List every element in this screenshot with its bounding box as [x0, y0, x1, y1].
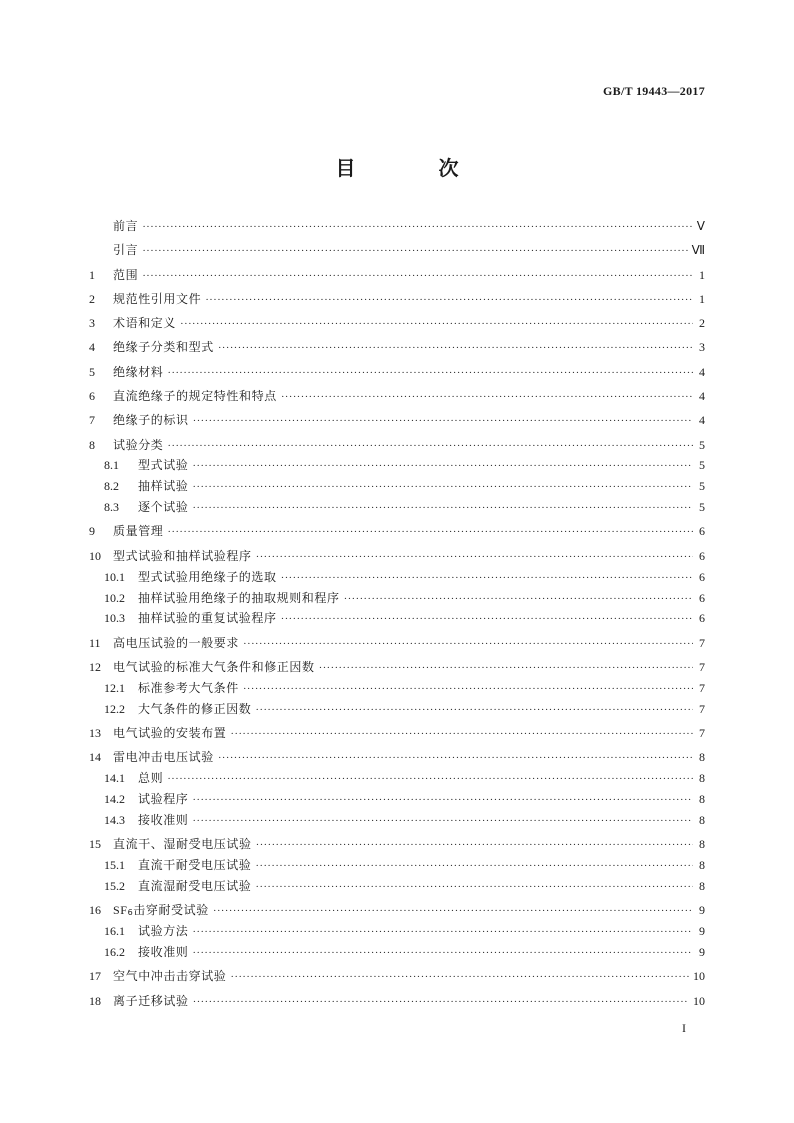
- toc-entry-label-text: 试验方法: [138, 924, 189, 939]
- dot-leader: [192, 498, 693, 519]
- toc-entry-label-text: 绝缘子分类和型式: [113, 340, 214, 355]
- toc-entry-label-text: 空气中冲击击穿试验: [113, 969, 227, 984]
- toc-entry-label: [138, 921, 188, 942]
- toc-entry-label-text: 试验程序: [138, 792, 189, 807]
- toc-entry-label: [113, 633, 239, 654]
- toc-entry[interactable]: [89, 289, 705, 310]
- dot-leader: [180, 314, 693, 335]
- toc-entry[interactable]: [89, 216, 705, 237]
- dot-leader: [192, 456, 693, 477]
- toc-entry-page: 8: [699, 750, 705, 765]
- toc-entry-number: 10.1: [104, 569, 125, 584]
- toc-entry-page: 7: [699, 680, 705, 695]
- toc-entry-label-text: 雷电冲击电压试验: [113, 750, 214, 765]
- toc-entry[interactable]: [89, 966, 705, 987]
- toc-entry-label-text: 型式试验和抽样试验程序: [113, 548, 252, 563]
- dot-leader: [243, 634, 693, 655]
- dot-leader: [142, 241, 687, 262]
- toc-subentry[interactable]: [89, 497, 705, 518]
- toc-entry-label-text: 试验分类: [113, 437, 164, 452]
- toc-entry-page: 6: [699, 569, 705, 584]
- toc-entry[interactable]: [89, 747, 705, 768]
- standard-number: GB/T 19443—2017: [603, 84, 705, 98]
- toc-subentry[interactable]: [89, 567, 705, 588]
- toc-entry-number: 3: [89, 316, 95, 331]
- toc-entry-label-text: 电气试验的标准大气条件和修正因数: [113, 660, 315, 674]
- toc-entry-number: 8: [89, 437, 95, 452]
- toc-entry-label-text: 总则: [138, 771, 164, 786]
- toc-entry-label: [113, 723, 226, 744]
- toc-entry-page: 4: [699, 388, 705, 403]
- toc-entry-label-text: 型式试验: [138, 458, 189, 473]
- toc-entry-page: 9: [699, 903, 705, 918]
- toc-entry-page: 3: [699, 340, 705, 355]
- toc-entry-label-text: 规范性引用文件: [113, 291, 202, 306]
- toc-entry-page: 6: [699, 548, 705, 563]
- toc-entry-number: 12.2: [104, 701, 125, 716]
- toc-entry-page: 8: [699, 792, 705, 807]
- toc-entry-label-text: 离子迁移试验: [113, 993, 189, 1008]
- toc-entry-label: [113, 991, 189, 1012]
- toc-entry-page: 6: [699, 524, 705, 539]
- toc-entry[interactable]: [89, 410, 705, 431]
- toc-entry-page: 9: [699, 924, 705, 939]
- toc-entry[interactable]: [89, 337, 705, 358]
- toc-entry-page: 7: [699, 660, 705, 674]
- toc-entry-label: [138, 942, 188, 963]
- toc-entry-number: 10.2: [104, 590, 125, 605]
- toc-entry[interactable]: [89, 521, 705, 542]
- toc-entry-label: [138, 789, 188, 810]
- toc-entry-label: [113, 657, 315, 678]
- toc-entry-number: 14.1: [104, 771, 125, 786]
- toc-entry-label: [138, 876, 251, 897]
- toc-entry[interactable]: [89, 546, 705, 567]
- dot-leader: [167, 522, 693, 543]
- toc-entry-label: [138, 455, 188, 476]
- toc-entry-label-text: 击穿耐受试验: [133, 903, 209, 918]
- toc-entry-number: 16.1: [104, 924, 125, 939]
- toc-entry-number: 14.2: [104, 792, 125, 807]
- toc-entry-page: 6: [699, 611, 705, 626]
- dot-leader: [167, 769, 693, 790]
- toc-entry-page: 5: [699, 437, 705, 452]
- dot-leader: [218, 338, 693, 359]
- toc-entry-label: [113, 240, 138, 261]
- toc-entry-label-prefix: SF: [113, 903, 128, 918]
- dot-leader: [192, 943, 693, 964]
- dot-leader: [344, 589, 693, 610]
- page-number: I: [682, 1021, 686, 1035]
- toc-entry-label: [138, 678, 239, 699]
- toc-entry-page: 5: [699, 500, 705, 515]
- toc-entry-label-text: 逐个试验: [138, 500, 189, 515]
- toc-entry[interactable]: [89, 362, 705, 383]
- toc-entry-page: 8: [699, 879, 705, 894]
- toc-entry-page: 1: [699, 291, 705, 306]
- toc-entry[interactable]: [89, 313, 705, 334]
- toc-entry-label-text: 质量管理: [113, 524, 164, 539]
- toc-entry[interactable]: [89, 386, 705, 407]
- dot-leader: [281, 568, 693, 589]
- toc-subentry[interactable]: [89, 942, 705, 963]
- dot-leader: [192, 922, 693, 943]
- toc-entry-number: 12: [89, 660, 101, 674]
- toc-entry-label: [138, 768, 163, 789]
- toc-entry-label: [113, 265, 138, 286]
- toc-entry-label: [113, 216, 138, 237]
- toc-entry-number: 7: [89, 413, 95, 428]
- toc-entry-label-text: 引言: [113, 243, 139, 258]
- dot-leader: [256, 547, 693, 568]
- toc-entry[interactable]: [89, 240, 705, 261]
- toc-entry-label: [113, 289, 201, 310]
- toc-entry-label-text: 范围: [113, 267, 139, 282]
- toc-subentry[interactable]: [89, 455, 705, 476]
- toc-entry-number: 15: [89, 837, 101, 852]
- toc-entry-number: 16: [89, 903, 101, 918]
- toc-entry[interactable]: [89, 900, 705, 921]
- dot-leader: [230, 967, 689, 988]
- toc-entry-label-text: 抽样试验: [138, 479, 189, 494]
- toc-entry-label: [138, 567, 277, 588]
- toc-entry-label: [138, 588, 340, 609]
- toc-entry-label-text: 术语和定义: [113, 316, 177, 331]
- dot-leader: [243, 679, 693, 700]
- toc-entry-number: 11: [89, 635, 101, 650]
- toc-subentry[interactable]: [89, 810, 705, 831]
- toc-entry-label-text: 绝缘子的标识: [113, 413, 189, 428]
- toc-entry[interactable]: [89, 435, 705, 456]
- toc-entry-page: 4: [699, 413, 705, 428]
- toc-entry-label: [113, 362, 163, 383]
- toc-subentry[interactable]: [89, 921, 705, 942]
- toc-entry-number: 14: [89, 750, 101, 765]
- toc-entry-label-text: 高电压试验的一般要求: [113, 635, 240, 650]
- toc-entry-label-text: 抽样试验的重复试验程序: [138, 611, 277, 626]
- dot-leader: [256, 835, 693, 856]
- toc-entry-page: 7: [699, 635, 705, 650]
- toc-entry-number: 17: [89, 969, 101, 984]
- toc-title: 目 次: [335, 156, 497, 180]
- toc-entry-label-text: 接收准则: [138, 813, 189, 828]
- toc-subentry[interactable]: [89, 588, 705, 609]
- toc-entry-label: [113, 313, 176, 334]
- toc-entry-number: 10.3: [104, 611, 125, 626]
- toc-entry-number: 9: [89, 524, 95, 539]
- toc-entry-label-text: 直流干、湿耐受电压试验: [113, 837, 252, 852]
- toc-entry-page: 8: [699, 858, 705, 873]
- toc-subentry[interactable]: [89, 876, 705, 897]
- dot-leader: [213, 901, 693, 922]
- dot-leader: [281, 609, 693, 630]
- toc-entry-label-text: 抽样试验用绝缘子的抽取规则和程序: [138, 590, 340, 605]
- toc-subentry[interactable]: [89, 768, 705, 789]
- toc-entry-label: [113, 337, 214, 358]
- toc-entry-number: 6: [89, 388, 95, 403]
- toc-subentry[interactable]: [89, 855, 705, 876]
- toc-entry[interactable]: [89, 723, 705, 744]
- toc-entry-page: 5: [699, 458, 705, 473]
- toc-entry-label: [113, 386, 277, 407]
- table-of-contents: [89, 216, 705, 1012]
- toc-entry-label-text: 接收准则: [138, 945, 189, 960]
- toc-subentry[interactable]: [89, 608, 705, 629]
- toc-entry-number: 8.1: [104, 458, 119, 473]
- toc-entry-label-text: 直流绝缘子的规定特性和特点: [113, 388, 277, 403]
- toc-subentry[interactable]: [89, 789, 705, 810]
- toc-entry-label: [138, 497, 188, 518]
- toc-entry-number: 8.3: [104, 500, 119, 515]
- toc-entry-page: Ⅴ: [696, 219, 705, 233]
- dot-leader: [205, 290, 693, 311]
- toc-entry-number: 12.1: [104, 680, 125, 695]
- toc-entry-label: [113, 521, 163, 542]
- toc-entry-page: 8: [699, 771, 705, 786]
- toc-subentry[interactable]: [89, 678, 705, 699]
- toc-entry-page: 5: [699, 479, 705, 494]
- toc-entry-label-text: 大气条件的修正因数: [138, 701, 252, 716]
- toc-entry-page: 8: [699, 813, 705, 828]
- dot-leader: [281, 387, 693, 408]
- toc-entry-number: 14.3: [104, 813, 125, 828]
- toc-entry-page: 1: [699, 267, 705, 282]
- toc-entry-number: 2: [89, 291, 95, 306]
- toc-entry-page: 4: [699, 364, 705, 379]
- toc-entry-label: [138, 476, 188, 497]
- dot-leader: [192, 811, 693, 832]
- toc-entry-label-text: 直流干耐受电压试验: [138, 858, 252, 873]
- toc-entry[interactable]: [89, 834, 705, 855]
- toc-entry-number: 16.2: [104, 945, 125, 960]
- toc-entry-number: 18: [89, 993, 101, 1008]
- dot-leader: [167, 363, 693, 384]
- toc-entry-number: 15.1: [104, 858, 125, 873]
- toc-entry-label-text: 前言: [113, 219, 139, 233]
- toc-entry-page: 7: [699, 701, 705, 716]
- toc-entry-number: 4: [89, 340, 95, 355]
- toc-entry-label: [113, 435, 163, 456]
- toc-entry-page: 10: [693, 969, 705, 984]
- dot-leader: [167, 436, 693, 457]
- dot-leader: [193, 411, 693, 432]
- dot-leader: [142, 217, 693, 238]
- toc-entry-label: [113, 747, 214, 768]
- toc-entry[interactable]: [89, 265, 705, 286]
- toc-entry-number: 5: [89, 364, 95, 379]
- dot-leader: [319, 658, 693, 679]
- toc-entry-label-text: 标准参考大气条件: [138, 680, 239, 695]
- dot-leader: [255, 877, 693, 898]
- dot-leader: [193, 992, 689, 1013]
- toc-entry-page: 10: [693, 993, 705, 1008]
- toc-entry-page: 8: [699, 837, 705, 852]
- dot-leader: [142, 266, 693, 287]
- toc-entry-page: 2: [699, 316, 705, 331]
- toc-subentry[interactable]: [89, 699, 705, 720]
- dot-leader: [218, 748, 693, 769]
- toc-entry-label: [138, 699, 251, 720]
- toc-entry-label: [113, 410, 189, 431]
- dot-leader: [192, 477, 693, 498]
- dot-leader: [230, 724, 693, 745]
- toc-entry-number: 10: [89, 548, 101, 563]
- toc-entry-number: 1: [89, 267, 95, 282]
- toc-entry-page: Ⅶ: [691, 243, 705, 258]
- toc-entry-number: 15.2: [104, 879, 125, 894]
- toc-entry[interactable]: [89, 633, 705, 654]
- toc-entry[interactable]: [89, 657, 705, 678]
- toc-subentry[interactable]: [89, 476, 705, 497]
- toc-entry-page: 9: [699, 945, 705, 960]
- toc-entry[interactable]: [89, 991, 705, 1012]
- toc-entry-label: [138, 810, 188, 831]
- toc-entry-label: [138, 855, 251, 876]
- toc-entry-label-text: 直流湿耐受电压试验: [138, 879, 252, 894]
- toc-entry-label-text: 绝缘材料: [113, 364, 164, 379]
- toc-entry-label: [113, 546, 252, 567]
- dot-leader: [255, 856, 693, 877]
- toc-entry-page: 6: [699, 590, 705, 605]
- toc-entry-label-subscript: 6: [127, 908, 134, 918]
- toc-entry-number: 8.2: [104, 479, 119, 494]
- toc-entry-label: [113, 966, 226, 987]
- toc-entry-label: [138, 608, 277, 629]
- toc-entry-label-text: 型式试验用绝缘子的选取: [138, 569, 277, 584]
- dot-leader: [192, 790, 693, 811]
- toc-entry-label-text: 电气试验的安装布置: [113, 726, 227, 741]
- dot-leader: [255, 700, 693, 721]
- toc-entry-page: 7: [699, 726, 705, 741]
- toc-entry-label: [113, 834, 252, 855]
- toc-entry-number: 13: [89, 726, 101, 741]
